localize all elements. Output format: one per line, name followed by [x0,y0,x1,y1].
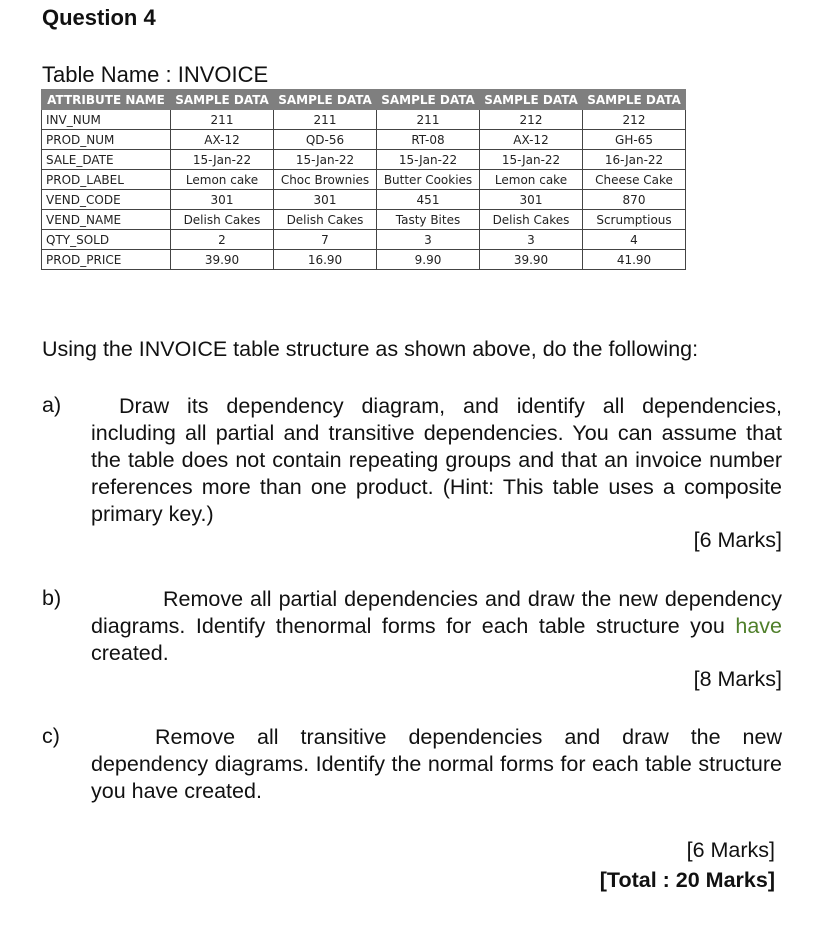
part-a-marks: [6 Marks] [693,528,782,552]
table-row [42,150,686,170]
part-c-label: c) [42,724,60,748]
data-cell: 15-Jan-22 [377,150,480,170]
table-header-row [42,90,686,110]
data-cell: 39.90 [171,250,274,270]
attribute-cell: VEND_CODE [42,190,171,210]
data-cell: 7 [274,230,377,250]
data-cell: 39.90 [480,250,583,270]
part-b-label: b) [42,586,62,610]
data-cell: 211 [377,110,480,130]
table-row [42,250,686,270]
data-cell: 3 [480,230,583,250]
header-sample-data: SAMPLE DATA [377,90,480,110]
data-cell: Choc Brownies [274,170,377,190]
part-b-text-end: created. [91,641,169,665]
data-cell: 301 [171,190,274,210]
data-cell: RT-08 [377,130,480,150]
attribute-cell: PROD_PRICE [42,250,171,270]
table-row [42,110,686,130]
part-b-text [91,586,782,667]
header-attribute-name: ATTRIBUTE NAME [42,90,171,110]
header-sample-data: SAMPLE DATA [171,90,274,110]
table-row [42,230,686,250]
data-cell: 212 [480,110,583,130]
data-cell: Lemon cake [171,170,274,190]
data-cell: 9.90 [377,250,480,270]
part-b-text-start: Remove all partial dependencies and draw the new dependency diagrams. Identify thenormal forms for each table structure you [91,587,782,638]
data-cell: 301 [480,190,583,210]
data-cell: Cheese Cake [583,170,686,190]
data-cell: 211 [171,110,274,130]
data-cell: 2 [171,230,274,250]
data-cell: 451 [377,190,480,210]
attribute-cell: PROD_NUM [42,130,171,150]
data-cell: Tasty Bites [377,210,480,230]
table-row [42,170,686,190]
attribute-cell: SALE_DATE [42,150,171,170]
instructions: Using the INVOICE table structure as shown above, do the following: [42,337,699,361]
question-title: Question 4 [42,5,156,30]
data-cell: Lemon cake [480,170,583,190]
data-cell: Scrumptious [583,210,686,230]
data-cell: Delish Cakes [274,210,377,230]
data-cell: AX-12 [171,130,274,150]
data-cell: 41.90 [583,250,686,270]
part-b-marks: [8 Marks] [693,667,782,691]
part-b-highlight: have [735,614,782,638]
data-cell: Delish Cakes [480,210,583,230]
header-sample-data: SAMPLE DATA [274,90,377,110]
data-cell: 3 [377,230,480,250]
part-a-label: a) [42,393,62,417]
data-cell: 15-Jan-22 [480,150,583,170]
attribute-cell: QTY_SOLD [42,230,171,250]
table-row [42,130,686,150]
data-cell: Butter Cookies [377,170,480,190]
data-cell: 870 [583,190,686,210]
data-cell: 211 [274,110,377,130]
part-c-marks: [6 Marks] [686,838,775,862]
attribute-cell: VEND_NAME [42,210,171,230]
data-cell: 301 [274,190,377,210]
data-cell: 16-Jan-22 [583,150,686,170]
data-cell: 15-Jan-22 [171,150,274,170]
table-row [42,190,686,210]
attribute-cell: INV_NUM [42,110,171,130]
data-cell: 15-Jan-22 [274,150,377,170]
part-a-text: Draw its dependency diagram, and identify all dependencies, including all partial and transitive dependencies. You can assume that the table does not contain repeating groups and that an invoice number references more than one product. (Hint: This table uses a composite primary key.) [91,394,782,526]
data-cell: QD-56 [274,130,377,150]
data-cell: AX-12 [480,130,583,150]
data-cell: 212 [583,110,686,130]
invoice-table [41,89,686,270]
part-c-text: Remove all transitive dependencies and draw the new dependency diagrams. Identify the normal forms for each table structure you have created. [91,725,782,803]
header-sample-data: SAMPLE DATA [480,90,583,110]
attribute-cell: PROD_LABEL [42,170,171,190]
table-row [42,210,686,230]
data-cell: 4 [583,230,686,250]
data-cell: Delish Cakes [171,210,274,230]
table-name: Table Name : INVOICE [42,62,269,87]
data-cell: 16.90 [274,250,377,270]
header-sample-data: SAMPLE DATA [583,90,686,110]
total-marks: [Total : 20 Marks] [599,868,775,892]
data-cell: GH-65 [583,130,686,150]
